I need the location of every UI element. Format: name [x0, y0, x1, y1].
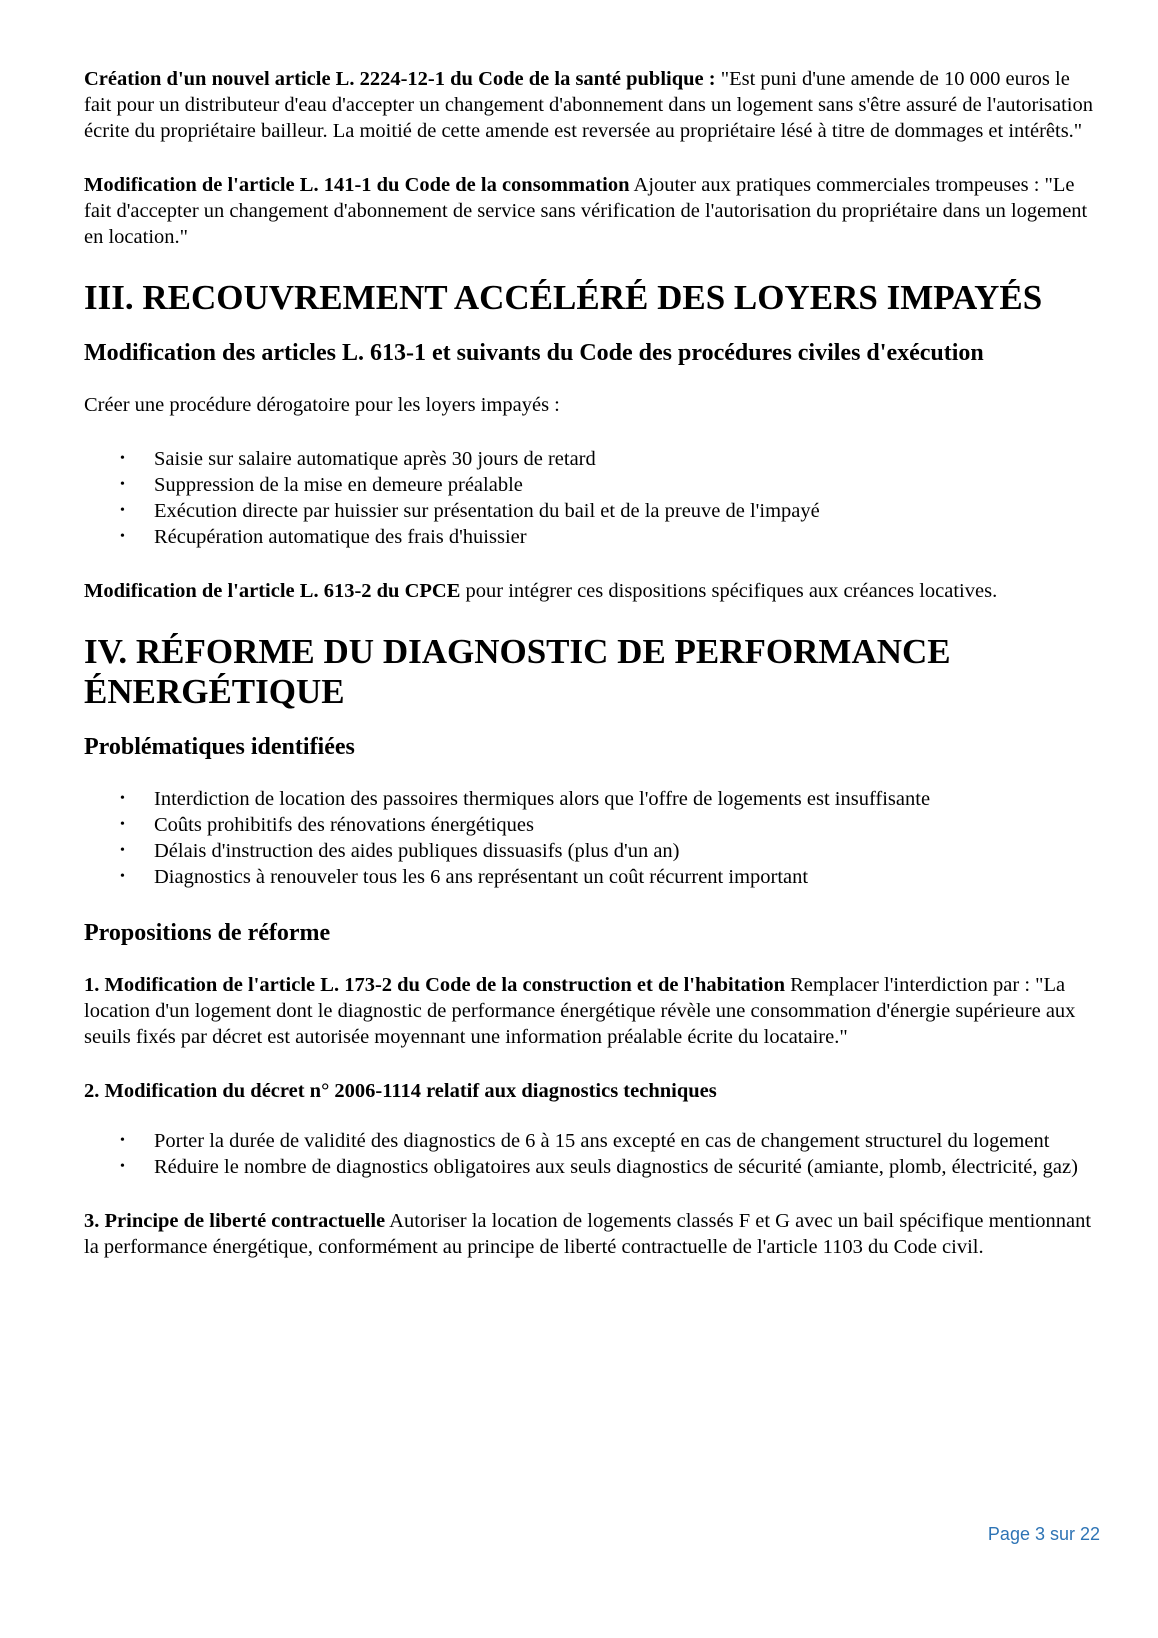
bullet-icon: •: [120, 503, 125, 518]
list-item: [120, 446, 1094, 472]
paragraph-text: Remplacer l'interdiction par : "La location d'un logement dont le diagnostic de performance énergétique révèle une consommation d'énergie supérieure aux seuils fixés par décret est autorisée moyennant une information préalable écrite du locataire.": [84, 974, 1076, 1048]
paragraph-bold-lead: Création d'un nouvel article L. 2224-12-1 du Code de la santé publique :: [84, 68, 716, 90]
paragraph-bold-lead: 1. Modification de l'article L. 173-2 du Code de la construction et de l'habitation: [84, 974, 785, 996]
bullet-icon: •: [120, 869, 125, 884]
bullet-icon: •: [120, 1133, 125, 1148]
list-item: [120, 838, 1094, 864]
list-item-text: Délais d'instruction des aides publiques dissuasifs (plus d'un an): [154, 840, 680, 862]
bullet-icon: •: [120, 529, 125, 544]
list-item-text: Suppression de la mise en demeure préalable: [154, 474, 523, 496]
bullet-list-problematiques: [84, 786, 1094, 890]
bullet-icon: •: [120, 791, 125, 806]
heading-proposition-2: 2. Modification du décret n° 2006-1114 relatif aux diagnostics techniques: [84, 1080, 717, 1102]
paragraph-bold-lead: 3. Principe de liberté contractuelle: [84, 1210, 386, 1232]
paragraph-proposition-3: [84, 1208, 1094, 1260]
bullet-list-recouvrement: [84, 446, 1094, 550]
subheading-propositions: Propositions de réforme: [84, 920, 331, 946]
paragraph-bold-lead: Modification de l'article L. 141-1 du Code de la consommation: [84, 174, 630, 196]
list-item: [120, 1154, 1094, 1180]
subheading-problematiques: Problématiques identifiées: [84, 734, 355, 760]
list-item: [120, 472, 1094, 498]
paragraph-article-613-2: [84, 578, 1094, 604]
list-item-text: Interdiction de location des passoires thermiques alors que l'offre de logements est insuffisante: [154, 788, 931, 810]
list-item-text: Exécution directe par huissier sur présentation du bail et de la preuve de l'impayé: [154, 500, 820, 522]
bullet-list-diagnostics: [84, 1128, 1094, 1180]
paragraph-bold-lead: Modification de l'article L. 613-2 du CPCE: [84, 580, 461, 602]
bullet-icon: •: [120, 477, 125, 492]
paragraph-article-141-1: [84, 172, 1094, 250]
section-heading-iv: IV. RÉFORME DU DIAGNOSTIC DE PERFORMANCE ÉNERGÉTIQUE: [84, 632, 951, 711]
list-item: [120, 524, 1094, 550]
paragraph-proposition-1: [84, 972, 1094, 1050]
paragraph-text: "Est puni d'une amende de 10 000 euros le fait pour un distributeur d'eau d'accepter un changement d'abonnement dans un logement sans s'être assuré de l'autorisation écrite du propriétaire bailleur. La moitié de cette amende est reversée au propriétaire lésé à titre de dommages et intérêts.": [84, 68, 1093, 142]
list-item-text: Saisie sur salaire automatique après 30 jours de retard: [154, 448, 596, 470]
list-item: [120, 812, 1094, 838]
paragraph-text: Autoriser la location de logements classés F et G avec un bail spécifique mentionnant la performance énergétique, conformément au principe de liberté contractuelle de l'article 1103 du Code civil.: [84, 1210, 1092, 1258]
list-item-text: Coûts prohibitifs des rénovations énergétiques: [154, 814, 534, 836]
list-item: [120, 864, 1094, 890]
list-item-text: Diagnostics à renouveler tous les 6 ans représentant un coût récurrent important: [154, 866, 809, 888]
bullet-icon: •: [120, 843, 125, 858]
section-heading-iii: III. RECOUVREMENT ACCÉLÉRÉ DES LOYERS IMPAYÉS: [84, 278, 1043, 317]
paragraph-article-2224-12-1: [84, 66, 1094, 144]
paragraph-text: pour intégrer ces dispositions spécifiques aux créances locatives.: [460, 580, 998, 602]
list-item-text: Réduire le nombre de diagnostics obligatoires aux seuls diagnostics de sécurité (amiante, plomb, électricité, gaz): [154, 1156, 1078, 1178]
bullet-icon: •: [120, 1159, 125, 1174]
bullet-icon: •: [120, 817, 125, 832]
list-item: [120, 786, 1094, 812]
list-item: [120, 1128, 1094, 1154]
page-number: Page 3 sur 22: [987, 1524, 1100, 1544]
paragraph-intro-loyers: Créer une procédure dérogatoire pour les loyers impayés :: [84, 394, 560, 416]
document-page: [84, 66, 1094, 1288]
bullet-icon: •: [120, 451, 125, 466]
subheading-articles-613-1: Modification des articles L. 613-1 et suivants du Code des procédures civiles d'exécution: [84, 340, 984, 366]
paragraph-text: Ajouter aux pratiques commerciales trompeuses : "Le fait d'accepter un changement d'abonnement de service sans vérification de l'autorisation du propriétaire dans un logement en location.": [84, 174, 1088, 248]
list-item-text: Récupération automatique des frais d'huissier: [154, 526, 527, 548]
list-item: [120, 498, 1094, 524]
list-item-text: Porter la durée de validité des diagnostics de 6 à 15 ans excepté en cas de changement structurel du logement: [154, 1130, 1050, 1152]
